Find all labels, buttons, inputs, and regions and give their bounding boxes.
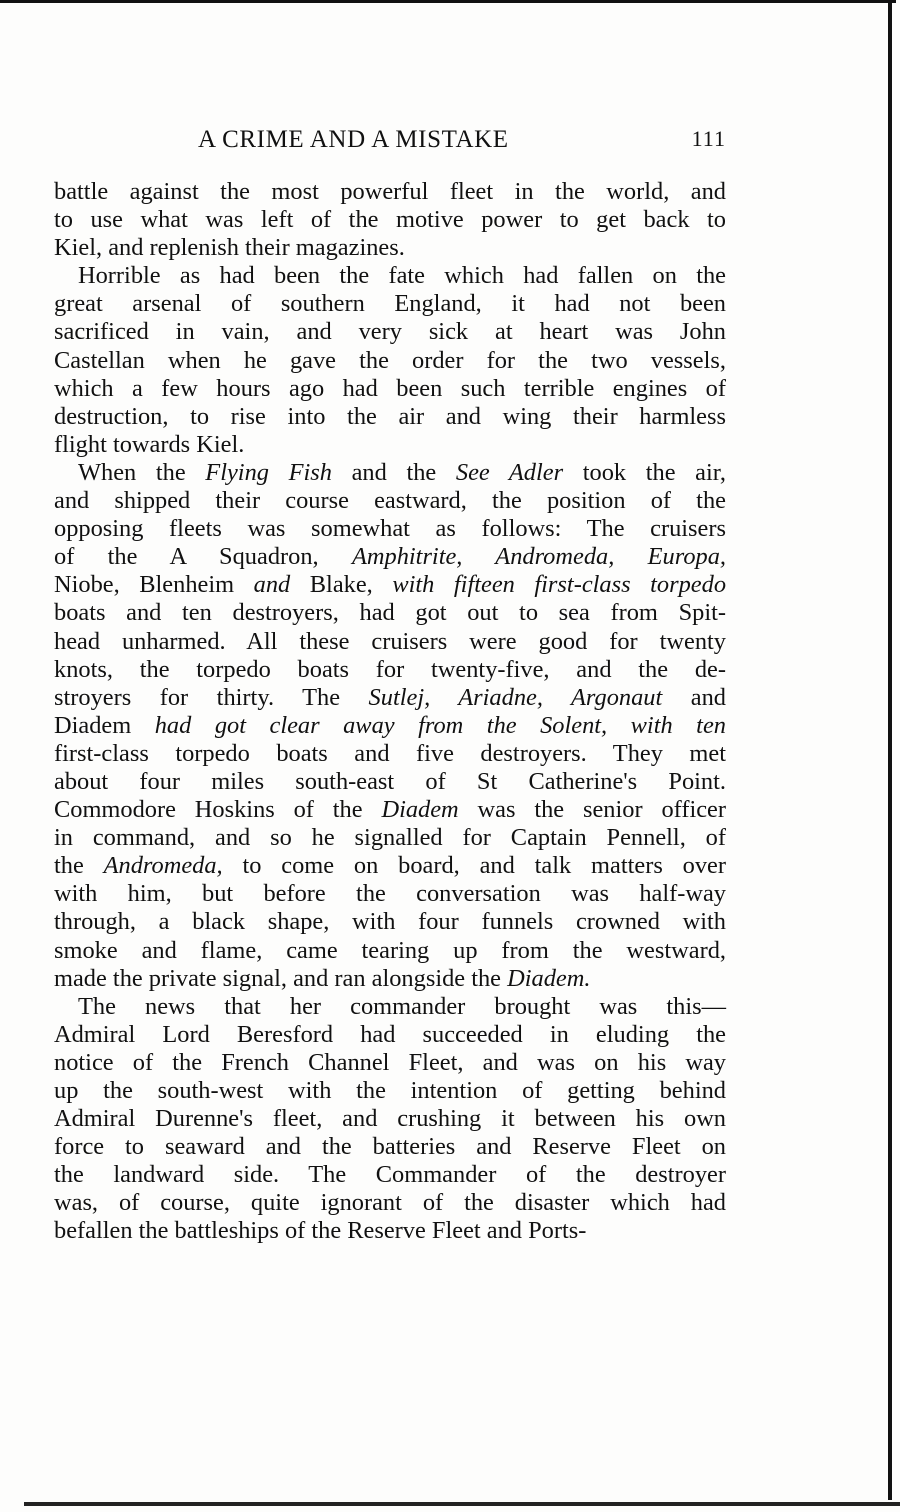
text-run: made the private signal, and ran alongside the <box>54 964 508 992</box>
text-line <box>54 908 726 936</box>
text-run: first-class torpedo boats and five destroyers. They met <box>54 739 726 767</box>
text-run: Blake, <box>309 571 373 599</box>
text-run: force to seaward and the batteries and Reserve Fleet on <box>54 1133 726 1161</box>
text-line <box>54 796 726 824</box>
text-line <box>54 993 726 1021</box>
text-run: to use what was left of the motive power to get back to <box>54 206 726 234</box>
text-run: up the south-west with the intention of getting behind <box>54 1077 726 1104</box>
text-run: and <box>662 683 726 711</box>
text-line <box>54 347 726 375</box>
text-run: smoke and flame, came tearing up from the westward, <box>54 936 726 964</box>
text-run: head unharmed. All these cruisers were good for twenty <box>54 627 726 655</box>
text-run: and the <box>331 458 456 486</box>
italic-text: Amphitrite, Andromeda, Europa, <box>351 543 727 571</box>
text-line <box>54 1077 726 1105</box>
text-line <box>54 965 726 993</box>
running-header <box>54 124 726 160</box>
text-line <box>54 515 726 543</box>
text-run: battle against the most powerful fleet in the world, and <box>54 178 726 205</box>
text-line <box>54 599 726 627</box>
text-run: took the air, <box>563 458 726 486</box>
text-line <box>54 768 726 796</box>
italic-text: with fifteen first-class torpedo <box>372 571 727 599</box>
page-number: 111 <box>691 126 726 151</box>
text-line <box>54 628 726 656</box>
text-run: opposing fleets was somewhat as follows: The cruisers <box>54 515 726 543</box>
text-line <box>54 712 726 740</box>
text-line <box>54 1105 726 1133</box>
italic-text: See Adler <box>455 458 564 486</box>
text-run: to come on board, and talk matters over <box>222 852 727 880</box>
scan-edge-top <box>0 0 896 3</box>
text-run: about four miles south-east of St Catherine's Point. <box>54 767 726 795</box>
text-run: Admiral Durenne's fleet, and crushing it between his own <box>54 1105 726 1133</box>
text-run: through, a black shape, with four funnels crowned with <box>54 908 726 936</box>
text-run: When the <box>78 458 206 486</box>
text-line <box>54 290 726 318</box>
text-run: and shipped their course eastward, the position of the <box>54 487 726 515</box>
text-run: with him, but before the conversation was half-way <box>54 880 726 908</box>
text-line <box>54 1189 726 1217</box>
text-line <box>54 487 726 515</box>
text-run: Diadem <box>54 711 132 739</box>
text-line <box>54 234 726 262</box>
text-run: notice of the French Channel Fleet, and was on his way <box>54 1048 726 1076</box>
text-line <box>54 459 726 487</box>
text-run: which a few hours ago had been such terrible engines of <box>54 374 726 402</box>
text-run: Niobe, Blenheim <box>54 571 235 599</box>
text-line <box>54 431 726 459</box>
text-run: boats and ten destroyers, had got out to sea from Spit- <box>54 599 726 627</box>
text-run: flight towards Kiel. <box>54 430 245 458</box>
text-run: the landward side. The Commander of the destroyer <box>54 1161 726 1189</box>
text-line <box>54 543 726 571</box>
text-line <box>54 262 726 290</box>
text-line <box>54 1217 726 1245</box>
text-run: sacrificed in vain, and very sick at heart was John <box>54 318 726 346</box>
text-line <box>54 656 726 684</box>
text-line <box>54 937 726 965</box>
text-line <box>54 206 726 234</box>
text-line <box>54 375 726 403</box>
text-run: Castellan when he gave the order for the two vessels, <box>54 346 726 374</box>
text-run: was the senior officer <box>458 796 726 824</box>
text-line <box>54 880 726 908</box>
text-run: Kiel, and replenish their magazines. <box>54 234 405 262</box>
text-run: befallen the battleships of the Reserve Fleet and Ports- <box>54 1217 587 1245</box>
text-line <box>54 571 726 599</box>
text-line <box>54 824 726 852</box>
italic-text: Sutlej, Ariadne, Argonaut <box>368 683 663 711</box>
text-line <box>54 1133 726 1161</box>
text-run: was, of course, quite ignorant of the disaster which had <box>54 1189 726 1217</box>
italic-text: Andromeda, <box>103 852 223 880</box>
italic-text: Flying Fish <box>205 458 332 486</box>
text-run: in command, and so he signalled for Captain Pennell, of <box>54 824 726 852</box>
text-run: Admiral Lord Beresford had succeeded in eluding the <box>54 1020 726 1048</box>
scan-edge-right <box>888 0 892 1500</box>
text-line <box>54 684 726 712</box>
text-line <box>54 1161 726 1189</box>
text-run: destruction, to rise into the air and wing their harmless <box>54 402 726 430</box>
italic-text: and <box>234 571 310 599</box>
running-title: A CRIME AND A MISTAKE <box>198 126 509 153</box>
text-run: great arsenal of southern England, it had not been <box>54 290 726 318</box>
text-line <box>54 318 726 346</box>
text-run: Horrible as had been the fate which had fallen on the <box>78 262 726 290</box>
text-line <box>54 1049 726 1077</box>
text-run: The news that her commander brought was this— <box>78 992 726 1020</box>
text-run: Commodore Hoskins of the <box>54 796 382 824</box>
text-line <box>54 403 726 431</box>
italic-text: Diadem. <box>507 964 591 992</box>
body-text <box>54 178 726 1246</box>
text-line <box>54 178 726 206</box>
text-line <box>54 740 726 768</box>
text-run: of the A Squadron, <box>54 543 352 571</box>
text-run: knots, the torpedo boats for twenty-five, and the de- <box>54 655 726 683</box>
text-run: stroyers for thirty. The <box>54 683 369 711</box>
text-line <box>54 852 726 880</box>
text-line <box>54 1021 726 1049</box>
italic-text: had got clear away from the Solent, with ten <box>131 711 726 739</box>
scan-edge-bottom <box>24 1502 900 1506</box>
text-run: the <box>54 852 104 880</box>
italic-text: Diadem <box>381 796 459 824</box>
